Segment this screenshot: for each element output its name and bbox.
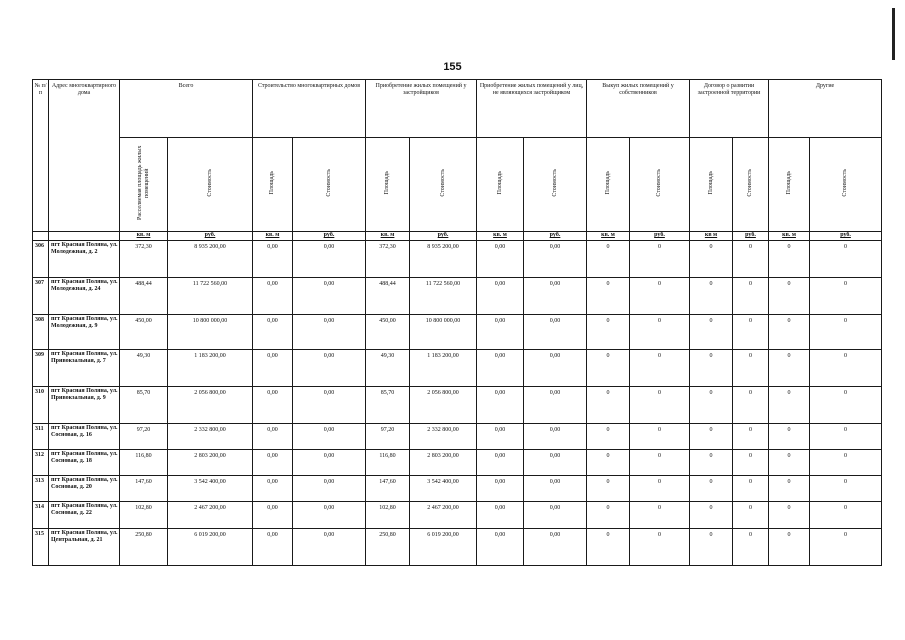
cell-nondev-cost: 0,00 bbox=[524, 240, 587, 277]
unit-rub: руб. bbox=[745, 232, 756, 239]
cell-build-cost: 0,00 bbox=[293, 349, 366, 386]
cell-build-cost: 0,00 bbox=[293, 423, 366, 449]
cell-contract-cost: 0 bbox=[733, 277, 769, 314]
cell-buy-area: 0 bbox=[587, 528, 630, 565]
table-row bbox=[33, 528, 882, 565]
cell-buy-cost: 0 bbox=[630, 528, 690, 565]
unit-sqm: кв. м bbox=[265, 232, 280, 239]
subheader-area: Площадь bbox=[269, 171, 276, 195]
cell-buy-area: 0 bbox=[587, 240, 630, 277]
cell-nondev-area: 0,00 bbox=[477, 240, 524, 277]
cell-contract-area: 0 bbox=[690, 475, 733, 501]
subheader-cost: Стоимость bbox=[842, 169, 849, 197]
unit-rub: руб. bbox=[840, 232, 851, 239]
group-other-header: Другие bbox=[769, 80, 882, 138]
table-row bbox=[33, 423, 882, 449]
cell-contract-cost: 0 bbox=[733, 349, 769, 386]
table-row bbox=[33, 386, 882, 423]
cell-other-area: 0 bbox=[769, 277, 810, 314]
cell-address: пгт Красная Поляна, ул. Сосновая, д. 16 bbox=[49, 423, 120, 449]
cell-total-area: 102,80 bbox=[120, 501, 168, 528]
cell-nondev-cost: 0,00 bbox=[524, 423, 587, 449]
subheader-area: Площадь bbox=[496, 171, 503, 195]
cell-n: 313 bbox=[33, 475, 49, 501]
cell-n: 315 bbox=[33, 528, 49, 565]
cell-contract-area: 0 bbox=[690, 349, 733, 386]
cell-dev-area: 147,60 bbox=[366, 475, 410, 501]
subheader-cost: Стоимость bbox=[325, 169, 332, 197]
cell-contract-area: 0 bbox=[690, 386, 733, 423]
cell-contract-cost: 0 bbox=[733, 528, 769, 565]
group-buyout-header: Выкуп жилых помещений у собственников bbox=[587, 80, 690, 138]
cell-total-area: 450,00 bbox=[120, 314, 168, 349]
cell-build-area: 0,00 bbox=[253, 277, 293, 314]
cell-build-cost: 0,00 bbox=[293, 449, 366, 475]
cell-n: 310 bbox=[33, 386, 49, 423]
unit-rub: руб. bbox=[323, 232, 335, 239]
cell-other-area: 0 bbox=[769, 349, 810, 386]
cell-nondev-cost: 0,00 bbox=[524, 501, 587, 528]
unit-sqm: кв. м bbox=[136, 232, 151, 239]
cell-address: пгт Красная Поляна, ул. Сосновая, д. 20 bbox=[49, 475, 120, 501]
unit-rub: руб. bbox=[549, 232, 561, 239]
cell-nondev-area: 0,00 bbox=[477, 314, 524, 349]
cell-dev-cost: 2 467 200,00 bbox=[410, 501, 477, 528]
unit-sqm: кв. м bbox=[493, 232, 507, 239]
cell-nondev-area: 0,00 bbox=[477, 449, 524, 475]
cell-other-cost: 0 bbox=[810, 349, 882, 386]
cell-other-area: 0 bbox=[769, 475, 810, 501]
cell-other-cost: 0 bbox=[810, 449, 882, 475]
units-row bbox=[33, 231, 882, 240]
group-nondeveloper-header: Приобретение жилых помещений у лиц, не являющихся застройщиком bbox=[477, 80, 587, 138]
table-row bbox=[33, 349, 882, 386]
cell-other-cost: 0 bbox=[810, 386, 882, 423]
table-row bbox=[33, 501, 882, 528]
cell-dev-area: 488,44 bbox=[366, 277, 410, 314]
cell-address: пгт Красная Поляна, ул. Сосновая, д. 18 bbox=[49, 449, 120, 475]
group-header-row bbox=[33, 80, 882, 138]
cell-buy-area: 0 bbox=[587, 314, 630, 349]
unit-sqm: кв. м bbox=[601, 232, 615, 239]
cell-address: пгт Красная Поляна, ул. Молодежная, д. 24 bbox=[49, 277, 120, 314]
col-num-header: № п/п bbox=[33, 80, 49, 232]
cell-address: пгт Красная Поляна, ул. Молодежная, д. 2 bbox=[49, 240, 120, 277]
cell-total-cost: 2 467 200,00 bbox=[168, 501, 253, 528]
cell-build-area: 0,00 bbox=[253, 240, 293, 277]
cell-build-cost: 0,00 bbox=[293, 240, 366, 277]
cell-contract-cost: 0 bbox=[733, 501, 769, 528]
cell-dev-area: 85,70 bbox=[366, 386, 410, 423]
cell-total-area: 250,80 bbox=[120, 528, 168, 565]
cell-nondev-cost: 0,00 bbox=[524, 386, 587, 423]
cell-nondev-cost: 0,00 bbox=[524, 449, 587, 475]
cell-contract-area: 0 bbox=[690, 528, 733, 565]
col-address-header: Адрес многоквартирного дома bbox=[49, 80, 120, 232]
table-row bbox=[33, 240, 882, 277]
cell-other-cost: 0 bbox=[810, 501, 882, 528]
cell-other-cost: 0 bbox=[810, 277, 882, 314]
cell-n: 311 bbox=[33, 423, 49, 449]
cell-buy-cost: 0 bbox=[630, 423, 690, 449]
cell-total-area: 97,20 bbox=[120, 423, 168, 449]
subheader-area: Площадь bbox=[604, 171, 611, 195]
cell-contract-cost: 0 bbox=[733, 240, 769, 277]
subheader-cost: Стоимость bbox=[206, 169, 213, 197]
cell-other-area: 0 bbox=[769, 449, 810, 475]
cell-buy-cost: 0 bbox=[630, 314, 690, 349]
cell-nondev-area: 0,00 bbox=[477, 501, 524, 528]
table-row bbox=[33, 277, 882, 314]
cell-other-area: 0 bbox=[769, 240, 810, 277]
cell-nondev-area: 0,00 bbox=[477, 475, 524, 501]
cell-contract-cost: 0 bbox=[733, 475, 769, 501]
cell-contract-area: 0 bbox=[690, 449, 733, 475]
cell-dev-area: 116,80 bbox=[366, 449, 410, 475]
cell-build-cost: 0,00 bbox=[293, 277, 366, 314]
cell-nondev-cost: 0,00 bbox=[524, 277, 587, 314]
cell-dev-cost: 2 803 200,00 bbox=[410, 449, 477, 475]
cell-buy-cost: 0 bbox=[630, 475, 690, 501]
cell-buy-area: 0 bbox=[587, 386, 630, 423]
cell-contract-area: 0 bbox=[690, 240, 733, 277]
cell-other-area: 0 bbox=[769, 528, 810, 565]
cell-dev-cost: 8 935 200,00 bbox=[410, 240, 477, 277]
cell-nondev-cost: 0,00 bbox=[524, 475, 587, 501]
cell-other-cost: 0 bbox=[810, 423, 882, 449]
cell-build-cost: 0,00 bbox=[293, 528, 366, 565]
cell-other-cost: 0 bbox=[810, 314, 882, 349]
cell-total-area: 488,44 bbox=[120, 277, 168, 314]
subheader-cost: Стоимость bbox=[551, 169, 558, 197]
cell-buy-cost: 0 bbox=[630, 277, 690, 314]
scan-edge-mark bbox=[892, 8, 895, 60]
subheader-area: Площадь bbox=[785, 171, 792, 195]
resettlement-table bbox=[32, 79, 882, 566]
table-row bbox=[33, 475, 882, 501]
cell-total-cost: 2 056 800,00 bbox=[168, 386, 253, 423]
cell-other-area: 0 bbox=[769, 314, 810, 349]
cell-dev-area: 97,20 bbox=[366, 423, 410, 449]
cell-total-cost: 2 332 800,00 bbox=[168, 423, 253, 449]
cell-address: пгт Красная Поляна, ул. Центральная, д. 21 bbox=[49, 528, 120, 565]
cell-nondev-cost: 0,00 bbox=[524, 314, 587, 349]
cell-other-area: 0 bbox=[769, 423, 810, 449]
cell-dev-cost: 10 800 000,00 bbox=[410, 314, 477, 349]
subheader-cost: Стоимость bbox=[656, 169, 663, 197]
cell-dev-cost: 11 722 560,00 bbox=[410, 277, 477, 314]
cell-buy-area: 0 bbox=[587, 277, 630, 314]
cell-nondev-area: 0,00 bbox=[477, 277, 524, 314]
cell-buy-cost: 0 bbox=[630, 386, 690, 423]
cell-dev-cost: 6 019 200,00 bbox=[410, 528, 477, 565]
subheader-area: Площадь bbox=[384, 171, 391, 195]
group-total-header: Всего bbox=[120, 80, 253, 138]
group-developer-header: Приобретение жилых помещений у застройщиков bbox=[366, 80, 477, 138]
cell-n: 307 bbox=[33, 277, 49, 314]
cell-n: 314 bbox=[33, 501, 49, 528]
cell-nondev-area: 0,00 bbox=[477, 423, 524, 449]
cell-dev-area: 450,00 bbox=[366, 314, 410, 349]
cell-nondev-cost: 0,00 bbox=[524, 528, 587, 565]
cell-build-cost: 0,00 bbox=[293, 475, 366, 501]
unit-sqm: кв м bbox=[704, 232, 718, 239]
cell-buy-cost: 0 bbox=[630, 449, 690, 475]
subheader-cost: Стоимость bbox=[747, 169, 754, 197]
cell-total-cost: 1 183 200,00 bbox=[168, 349, 253, 386]
cell-total-cost: 3 542 400,00 bbox=[168, 475, 253, 501]
cell-build-area: 0,00 bbox=[253, 314, 293, 349]
cell-total-area: 147,60 bbox=[120, 475, 168, 501]
cell-total-area: 49,30 bbox=[120, 349, 168, 386]
group-contract-header: Договор о развитии застроенной территории bbox=[690, 80, 769, 138]
cell-contract-cost: 0 bbox=[733, 423, 769, 449]
cell-buy-area: 0 bbox=[587, 349, 630, 386]
cell-dev-cost: 2 056 800,00 bbox=[410, 386, 477, 423]
cell-contract-cost: 0 bbox=[733, 449, 769, 475]
cell-build-area: 0,00 bbox=[253, 501, 293, 528]
cell-buy-area: 0 bbox=[587, 501, 630, 528]
cell-other-area: 0 bbox=[769, 386, 810, 423]
page-number: 155 bbox=[443, 61, 462, 73]
unit-sqm: кв. м bbox=[782, 232, 796, 239]
cell-build-area: 0,00 bbox=[253, 528, 293, 565]
cell-address: пгт Красная Поляна, ул. Молодежная, д. 9 bbox=[49, 314, 120, 349]
cell-dev-area: 250,80 bbox=[366, 528, 410, 565]
subheader-cost: Стоимость bbox=[439, 169, 446, 197]
cell-nondev-area: 0,00 bbox=[477, 349, 524, 386]
cell-total-cost: 11 722 560,00 bbox=[168, 277, 253, 314]
cell-contract-area: 0 bbox=[690, 423, 733, 449]
cell-build-area: 0,00 bbox=[253, 349, 293, 386]
cell-dev-area: 102,80 bbox=[366, 501, 410, 528]
cell-contract-area: 0 bbox=[690, 277, 733, 314]
unit-rub: руб. bbox=[204, 232, 216, 239]
group-construction-header: Строительство многоквартирных домов bbox=[253, 80, 366, 138]
cell-contract-area: 0 bbox=[690, 501, 733, 528]
cell-total-area: 85,70 bbox=[120, 386, 168, 423]
cell-dev-cost: 3 542 400,00 bbox=[410, 475, 477, 501]
cell-buy-area: 0 bbox=[587, 423, 630, 449]
cell-build-area: 0,00 bbox=[253, 423, 293, 449]
unit-rub: руб. bbox=[437, 232, 449, 239]
subheader-area-total: Расселяемая площадь жилых помещений bbox=[136, 145, 150, 221]
cell-build-cost: 0,00 bbox=[293, 501, 366, 528]
cell-dev-area: 372,30 bbox=[366, 240, 410, 277]
cell-buy-cost: 0 bbox=[630, 501, 690, 528]
cell-n: 309 bbox=[33, 349, 49, 386]
cell-nondev-area: 0,00 bbox=[477, 528, 524, 565]
cell-contract-cost: 0 bbox=[733, 314, 769, 349]
cell-contract-area: 0 bbox=[690, 314, 733, 349]
cell-n: 308 bbox=[33, 314, 49, 349]
table-row bbox=[33, 314, 882, 349]
cell-buy-cost: 0 bbox=[630, 349, 690, 386]
unit-sqm: кв. м bbox=[380, 232, 395, 239]
cell-build-area: 0,00 bbox=[253, 386, 293, 423]
cell-other-cost: 0 bbox=[810, 528, 882, 565]
cell-address: пгт Красная Поляна, ул. Привокзальная, д. 7 bbox=[49, 349, 120, 386]
cell-total-cost: 10 800 000,00 bbox=[168, 314, 253, 349]
unit-rub: руб. bbox=[654, 232, 665, 239]
cell-address: пгт Красная Поляна, ул. Сосновая, д. 22 bbox=[49, 501, 120, 528]
subheader-area: Площадь bbox=[707, 171, 714, 195]
cell-address: пгт Красная Поляна, ул. Привокзальная, д. 9 bbox=[49, 386, 120, 423]
cell-total-cost: 8 935 200,00 bbox=[168, 240, 253, 277]
cell-nondev-area: 0,00 bbox=[477, 386, 524, 423]
cell-n: 306 bbox=[33, 240, 49, 277]
table-body bbox=[33, 80, 882, 566]
cell-other-cost: 0 bbox=[810, 240, 882, 277]
table-row bbox=[33, 449, 882, 475]
cell-buy-cost: 0 bbox=[630, 240, 690, 277]
cell-n: 312 bbox=[33, 449, 49, 475]
cell-contract-cost: 0 bbox=[733, 386, 769, 423]
cell-build-area: 0,00 bbox=[253, 475, 293, 501]
cell-total-area: 116,80 bbox=[120, 449, 168, 475]
subheader-row bbox=[33, 138, 882, 232]
cell-other-area: 0 bbox=[769, 501, 810, 528]
cell-total-cost: 6 019 200,00 bbox=[168, 528, 253, 565]
cell-nondev-cost: 0,00 bbox=[524, 349, 587, 386]
cell-dev-area: 49,30 bbox=[366, 349, 410, 386]
cell-dev-cost: 2 332 800,00 bbox=[410, 423, 477, 449]
cell-build-cost: 0,00 bbox=[293, 314, 366, 349]
cell-dev-cost: 1 183 200,00 bbox=[410, 349, 477, 386]
cell-total-cost: 2 803 200,00 bbox=[168, 449, 253, 475]
cell-buy-area: 0 bbox=[587, 449, 630, 475]
cell-other-cost: 0 bbox=[810, 475, 882, 501]
cell-build-area: 0,00 bbox=[253, 449, 293, 475]
cell-build-cost: 0,00 bbox=[293, 386, 366, 423]
cell-buy-area: 0 bbox=[587, 475, 630, 501]
cell-total-area: 372,30 bbox=[120, 240, 168, 277]
